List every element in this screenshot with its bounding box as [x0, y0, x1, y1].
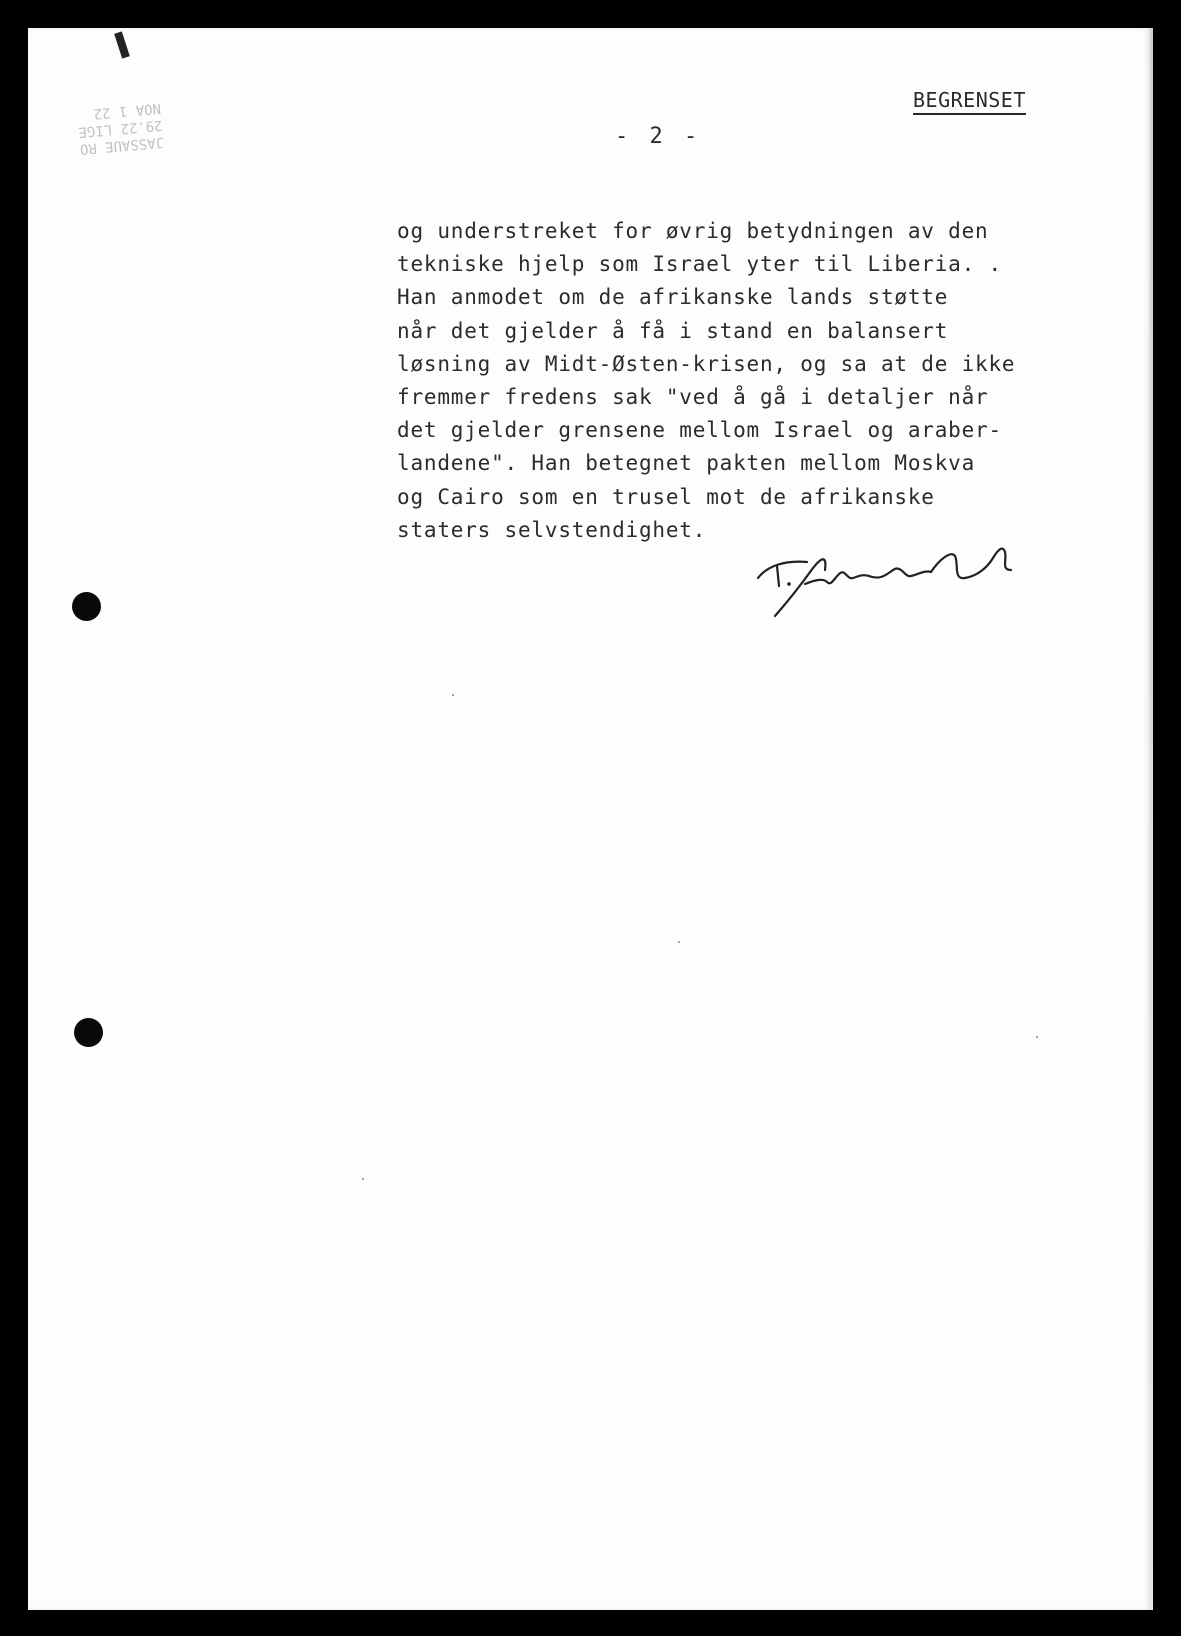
text-line: tekniske hjelp som Israel yter til Liberia. . [397, 252, 1002, 277]
paper-speck [452, 694, 454, 696]
punch-hole [74, 1018, 103, 1047]
stamp-line: JASSAUE RO [79, 133, 165, 157]
text-line: det gjelder grensene mellom Israel og araber- [397, 418, 1002, 443]
text-line: landene". Han betegnet pakten mellom Moskva [397, 451, 976, 476]
handwritten-signature [755, 540, 1035, 620]
paper-speck [362, 1178, 364, 1180]
stamp-line: 29.22 LIGE [77, 116, 164, 140]
text-line: og understreket for øvrig betydningen av den [397, 219, 989, 243]
text-line: når det gjelder å få i stand en balansert [397, 318, 949, 343]
paper-speck [1036, 1036, 1038, 1038]
text-line: løsning av Midt-Østen-krisen, og sa at de ikke [397, 351, 1016, 376]
punch-hole [72, 592, 101, 621]
stamp-line: NOA 1 22 [93, 99, 162, 122]
page-number: - 2 - [615, 124, 702, 149]
archive-stamp [35, 40, 164, 160]
paper-speck [678, 941, 680, 943]
text-line: fremmer fredens sak "ved å gå i detaljer når [397, 385, 989, 410]
classification-label: BEGRENSET [913, 88, 1026, 115]
page-edge [1150, 28, 1153, 1610]
body-text [397, 215, 1015, 547]
text-line: og Cairo som en trusel mot de afrikanske [397, 484, 935, 509]
text-line: staters selvstendighet. [397, 517, 707, 542]
text-line: Han anmodet om de afrikanske lands støtte [397, 285, 949, 310]
